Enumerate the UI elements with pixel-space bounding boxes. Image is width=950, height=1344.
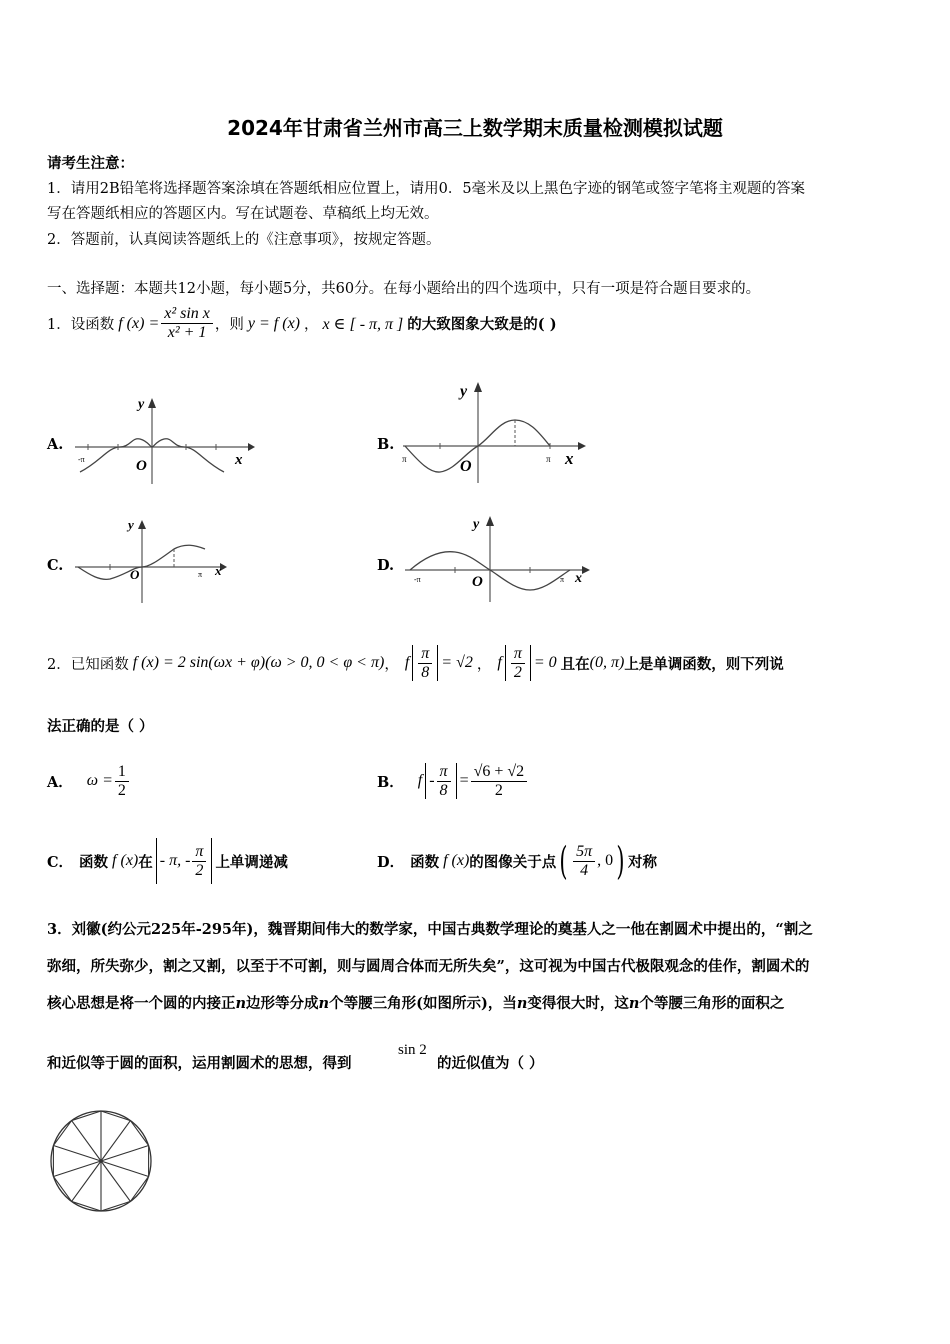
graph-c-origin: O	[130, 567, 140, 582]
q2-option-a-num: 1	[115, 763, 129, 782]
q2-option-d-point-tail: , 0	[597, 852, 614, 869]
q2-option-d-text1: 函数	[410, 853, 440, 871]
q2-tail: 且在	[560, 655, 590, 673]
q2-cond1-value: = √2	[441, 654, 473, 671]
q2-option-c-int-den: 2	[195, 861, 204, 879]
q2-sep1: ，	[384, 656, 399, 673]
q1-option-a-graph[interactable]	[70, 392, 255, 488]
q2-option-c-right-bracket	[211, 838, 212, 884]
q2-option-d-pt-den: 4	[580, 861, 589, 879]
q2-option-b[interactable]	[377, 754, 529, 808]
q2-option-d-label: D．	[377, 853, 405, 871]
graph-d-pi: π	[560, 575, 565, 584]
q2-option-d[interactable]	[377, 834, 657, 888]
q2-option-b-arg-fraction	[437, 763, 451, 800]
graph-b-neg-pi: π	[402, 454, 407, 464]
q1-domain: x ∈ [ - π, π ]	[322, 315, 404, 333]
graph-d-y-label: y	[473, 517, 480, 532]
q3-line-3c: 个等腰三角形(如图所示)，当	[329, 995, 517, 1012]
q2-option-c-text3: 上单调递减	[215, 853, 288, 871]
q3-line-2: 弥细，所失弥少，割之又割，以至于不可割，则与圆周合体而无所失矣”，这可视为中国古代极限观念的佳作，割圆术的	[47, 958, 810, 975]
q2-cond1-num: π	[418, 645, 432, 664]
page-title: 2024年甘肃省兰州市高三上数学期末质量检测模拟试题	[227, 116, 723, 140]
q2-option-c[interactable]	[47, 834, 288, 888]
q2-cond2-den: 2	[513, 663, 522, 681]
q2-cond1-den: 8	[421, 663, 430, 681]
section-heading: 一、选择题：本题共12小题，每小题5分，共60分。在每小题给出的四个选项中，只有一项是符合题目要求的。	[47, 281, 761, 297]
question-1-stem	[47, 305, 557, 342]
q1-prefix: 1．设函数	[47, 317, 115, 333]
graph-a-neg-pi: -π	[78, 455, 85, 464]
graph-a-origin: O	[136, 458, 147, 474]
q2-option-d-right-paren: )	[616, 839, 625, 883]
graph-b-pi: π	[546, 454, 551, 464]
q2-option-d-pt-num: 5π	[573, 843, 595, 862]
graph-b-origin: O	[460, 458, 472, 475]
graph-d-neg-pi: -π	[414, 575, 421, 584]
q3-line-4b: 的近似值为（ ）	[437, 1055, 544, 1072]
q2-option-a-den: 2	[117, 781, 126, 799]
q1-option-d-label: D.	[377, 557, 395, 574]
q2-option-a-lhs: ω =	[86, 772, 113, 789]
q2-option-c-left-bracket	[156, 838, 157, 884]
q2-option-b-right-bracket	[456, 763, 457, 799]
q3-n-1: n	[235, 995, 247, 1012]
q2-cond2-num: π	[511, 645, 525, 664]
notice-line-1a: 1．请用2B铅笔将选择题答案涂填在答题纸相应位置上，请用0．5毫米及以上黑色字迹的钢笔或签字笔将主观题的答案	[47, 181, 806, 197]
notice-heading: 请考生注意：	[47, 155, 134, 172]
q2-tail2: 上是单调函数，则下列说	[624, 655, 784, 673]
graph-a-y-label: y	[138, 397, 145, 412]
q1-option-a-label: A.	[47, 436, 64, 453]
q2-cond2-f: f	[497, 654, 502, 671]
q2-option-c-func: f (x)	[112, 852, 139, 869]
q3-line-1: 3．刘徽(约公元225年-295年)，魏晋期间伟大的数学家，中国古典数学理论的奠基人之一他在割圆术中提出的，“割之	[47, 921, 813, 938]
q1-func-lhs: f (x) =	[118, 314, 160, 332]
q3-line-3a: 核心思想是将一个圆的内接正	[47, 995, 236, 1012]
q2-cond2-fraction	[511, 645, 525, 682]
q2-option-b-arg-sign: -	[429, 772, 435, 789]
q2-option-c-interval-fraction	[192, 843, 206, 880]
q1-mid: ，则	[214, 317, 244, 333]
graph-b-x-label: x	[565, 449, 574, 468]
q2-option-c-interval-start: - π, -	[159, 852, 191, 869]
q3-line-3e: 个等腰三角形的面积之	[639, 995, 785, 1012]
q3-line-3	[47, 992, 784, 1013]
q1-option-c-graph[interactable]	[70, 515, 230, 605]
q2-cond2-value: = 0	[533, 654, 557, 671]
q2-cond2-right-bracket	[530, 645, 531, 681]
q2-option-b-label: B．	[377, 773, 404, 791]
q3-circle-figure	[48, 1108, 158, 1218]
q2-prefix: 2．已知函数	[47, 656, 129, 673]
q2-option-a-label: A．	[47, 773, 73, 791]
graph-d-origin: O	[472, 574, 483, 590]
q1-comma: ，	[304, 317, 319, 333]
q2-option-c-text1: 函数	[79, 853, 109, 871]
graph-b-y-label: y	[460, 383, 468, 400]
q2-continuation: 法正确的是（ ）	[47, 718, 154, 735]
graph-c-pi: π	[198, 570, 203, 579]
q2-cond1-left-bracket	[412, 645, 413, 681]
q2-cond1-fraction	[418, 645, 432, 682]
q2-option-d-left-paren: (	[559, 839, 568, 883]
q1-func-denominator: x² + 1	[167, 324, 207, 341]
q1-option-b-graph[interactable]	[400, 378, 590, 488]
graph-c-x-label: x	[215, 563, 222, 578]
q3-line-4a: 和近似等于圆的面积，运用割圆术的思想，得到	[47, 1055, 352, 1072]
q2-option-b-fraction	[471, 763, 528, 800]
q2-option-c-label: C．	[47, 853, 74, 871]
q2-cond2-left-bracket	[505, 645, 506, 681]
q2-option-d-point-fraction	[573, 843, 595, 880]
q2-option-d-text2: 的图像关于点	[469, 853, 557, 871]
notice-line-1b: 写在答题纸相应的答题区内。写在试题卷、草稿纸上均无效。	[47, 206, 439, 222]
q3-n-3: n	[516, 995, 528, 1012]
q2-option-c-text2: 在	[138, 853, 153, 871]
q2-option-a[interactable]	[47, 756, 131, 806]
q2-func: f (x) = 2 sin(ωx + φ)(ω > 0, 0 < φ < π)	[132, 654, 385, 671]
q1-option-c-label: C.	[47, 557, 64, 574]
q3-circle-polygon	[53, 1111, 148, 1211]
q2-cond1-right-bracket	[437, 645, 438, 681]
question-2-stem	[47, 640, 784, 686]
q1-option-d-graph[interactable]	[400, 512, 595, 604]
q1-suffix: 的大致图象大致是的( )	[407, 316, 557, 333]
q2-option-b-f: f	[417, 772, 423, 789]
graph-c-y-label: y	[128, 517, 134, 532]
q2-option-b-arg-den: 8	[439, 781, 448, 799]
q2-option-d-text3: 对称	[627, 853, 657, 871]
q1-func-fraction	[161, 305, 213, 342]
q2-option-b-den: 2	[494, 781, 503, 799]
q3-n-4: n	[628, 995, 640, 1012]
q1-y-eq: y = f (x)	[247, 314, 301, 332]
q2-option-a-fraction	[115, 763, 129, 800]
q2-option-c-int-num: π	[192, 843, 206, 862]
q2-sep2: ，	[476, 656, 492, 673]
q3-sin2: sin 2	[398, 1042, 427, 1058]
q3-line-3d: 变得很大时，这	[527, 995, 629, 1012]
q3-n-2: n	[318, 995, 330, 1012]
q1-option-b-label: B.	[377, 436, 395, 453]
notice-line-2: 2．答题前，认真阅读答题纸上的《注意事项》，按规定答题。	[47, 232, 441, 248]
q2-option-b-left-bracket	[425, 763, 426, 799]
q2-option-b-num: √6 + √2	[471, 763, 528, 782]
q2-option-d-func: f (x)	[443, 852, 470, 869]
q1-func-numerator: x² sin x	[161, 305, 213, 324]
graph-d-x-label: x	[575, 571, 582, 586]
q3-line-3b: 边形等分成	[246, 995, 319, 1012]
graph-a-x-label: x	[235, 452, 243, 468]
q2-option-b-eq: =	[459, 772, 469, 789]
q2-cond1-f: f	[404, 654, 410, 671]
q2-option-b-arg-num: π	[437, 763, 451, 782]
q2-interval: (0, π)	[589, 654, 625, 671]
